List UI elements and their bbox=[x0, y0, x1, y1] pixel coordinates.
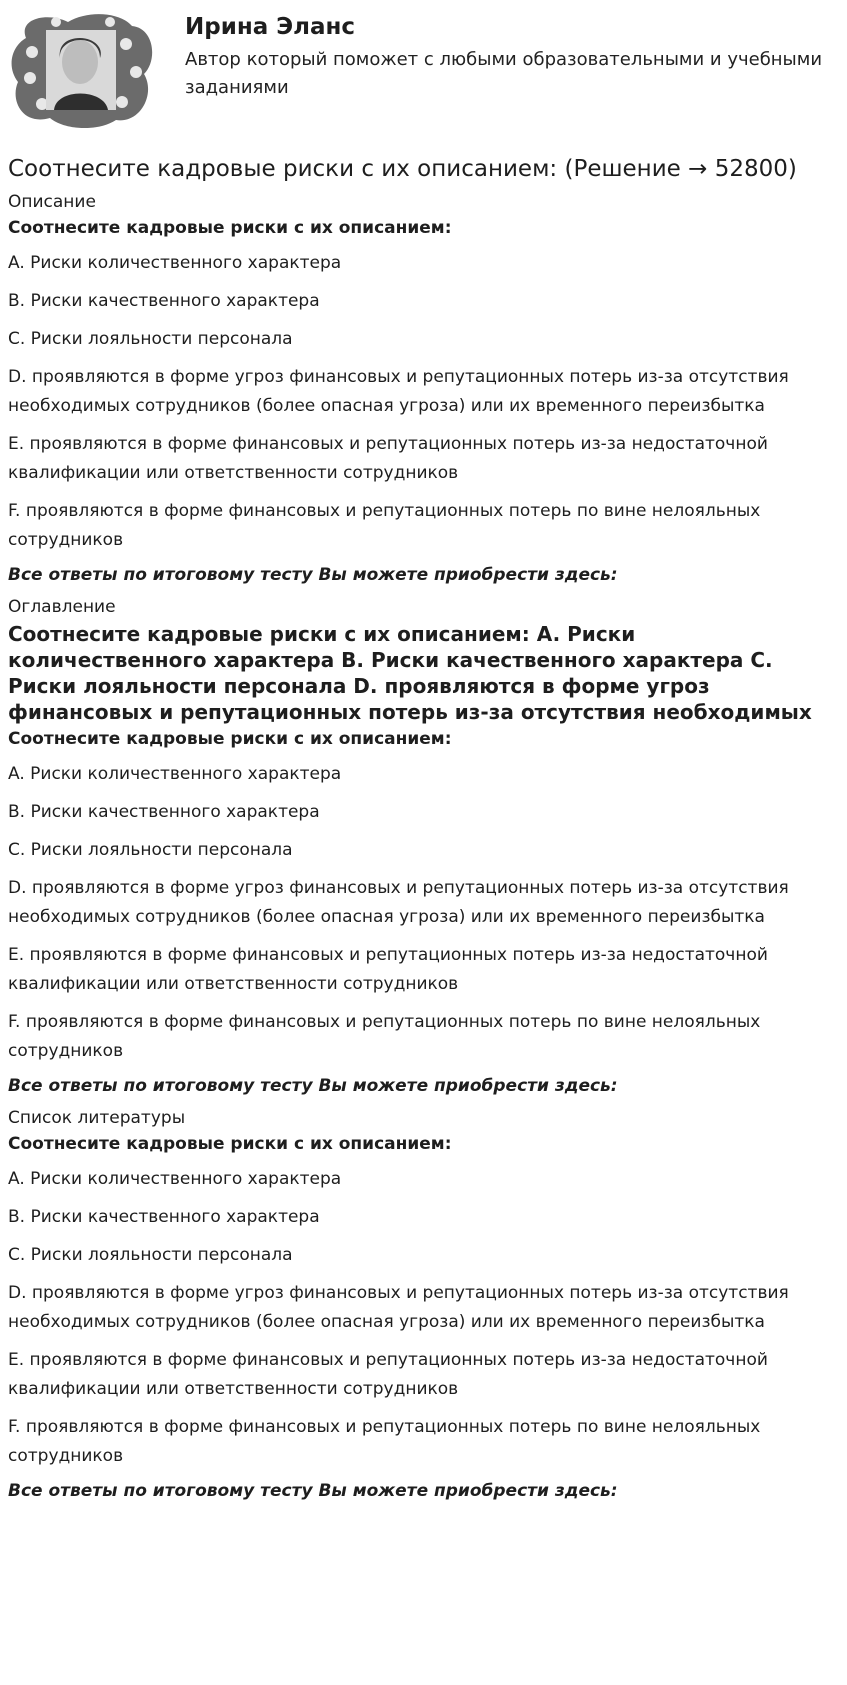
purchase-note: Все ответы по итоговому тесту Вы можете приобрести здесь: bbox=[8, 565, 618, 585]
toc-section bbox=[8, 595, 839, 1098]
list-item: B. Риски качественного характера bbox=[8, 1207, 320, 1227]
list-item: D. проявляются в форме угроз финансовых и репутационных потерь из-за отсутствия необходимых сотрудников (более опасная угроза) или их временного переизбытка bbox=[8, 367, 789, 416]
list-item: F. проявляются в форме финансовых и репутационных потерь по вине нелояльных сотрудников bbox=[8, 1417, 761, 1466]
list-item: F. проявляются в форме финансовых и репутационных потерь по вине нелояльных сотрудников bbox=[8, 1012, 761, 1061]
list-item: D. проявляются в форме угроз финансовых и репутационных потерь из-за отсутствия необходимых сотрудников (более опасная угроза) или их временного переизбытка bbox=[8, 1283, 789, 1332]
section-label: Оглавление bbox=[8, 597, 116, 617]
author-name[interactable]: Ирина Эланс bbox=[185, 14, 356, 40]
list-item: C. Риски лояльности персонала bbox=[8, 1245, 293, 1265]
list-item: E. проявляются в форме финансовых и репутационных потерь из-за недостаточной квалификации или ответственности сотрудников bbox=[8, 434, 768, 483]
list-item: A. Риски количественного характера bbox=[8, 764, 342, 784]
purchase-note: Все ответы по итоговому тесту Вы можете приобрести здесь: bbox=[8, 1076, 618, 1096]
list-item: D. проявляются в форме угроз финансовых и репутационных потерь из-за отсутствия необходимых сотрудников (более опасная угроза) или их временного переизбытка bbox=[8, 878, 789, 927]
list-item: E. проявляются в форме финансовых и репутационных потерь из-за недостаточной квалификации или ответственности сотрудников bbox=[8, 1350, 768, 1399]
author-info bbox=[185, 12, 825, 102]
list-item: A. Риски количественного характера bbox=[8, 1169, 342, 1189]
list-item: A. Риски количественного характера bbox=[8, 253, 342, 273]
page-title: Соотнесите кадровые риски с их описанием: (Решение → 52800) bbox=[8, 156, 797, 182]
question-text: Соотнесите кадровые риски с их описанием: bbox=[8, 729, 452, 749]
author-avatar bbox=[8, 8, 156, 130]
purchase-note: Все ответы по итоговому тесту Вы можете приобрести здесь: bbox=[8, 1481, 618, 1501]
list-item: F. проявляются в форме финансовых и репутационных потерь по вине нелояльных сотрудников bbox=[8, 501, 761, 550]
bibliography-section bbox=[8, 1106, 839, 1503]
author-card bbox=[8, 6, 839, 128]
author-description: Автор который поможет с любыми образовательными и учебными заданиями bbox=[185, 49, 823, 98]
description-section bbox=[8, 190, 839, 587]
section-label: Описание bbox=[8, 192, 96, 212]
section-label: Список литературы bbox=[8, 1108, 186, 1128]
toc-heading: Соотнесите кадровые риски с их описанием: A. Риски количественного характера B. Риски качественного характера C. Риски лояльности персонала D. проявляются в форме угроз финансовых и репутационных потерь из-за отсутствия необходимых bbox=[8, 622, 812, 724]
list-item: B. Риски качественного характера bbox=[8, 291, 320, 311]
list-item: E. проявляются в форме финансовых и репутационных потерь из-за недостаточной квалификации или ответственности сотрудников bbox=[8, 945, 768, 994]
question-text: Соотнесите кадровые риски с их описанием: bbox=[8, 218, 452, 238]
question-text: Соотнесите кадровые риски с их описанием: bbox=[8, 1134, 452, 1154]
list-item: C. Риски лояльности персонала bbox=[8, 840, 293, 860]
list-item: B. Риски качественного характера bbox=[8, 802, 320, 822]
list-item: C. Риски лояльности персонала bbox=[8, 329, 293, 349]
